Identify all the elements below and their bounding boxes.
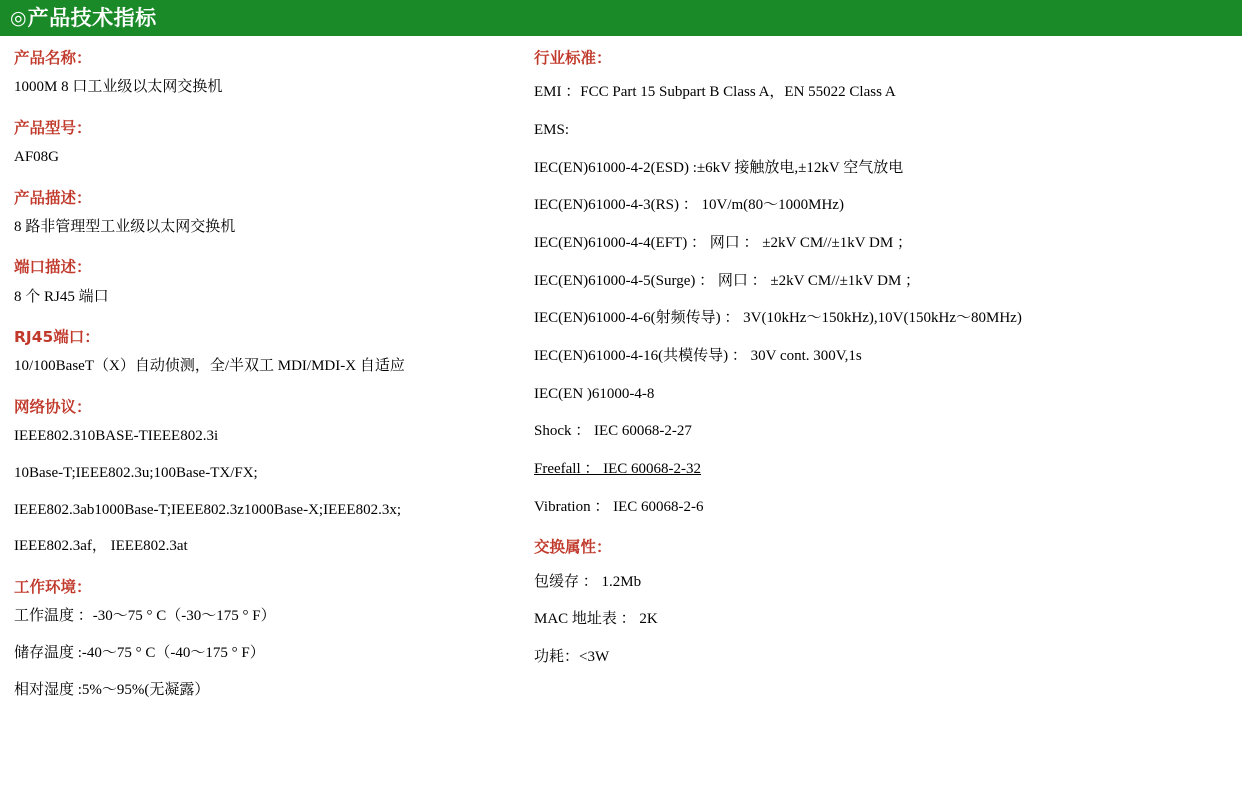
spec-columns [0,36,1242,716]
left-column [14,48,520,716]
section-line: IEC(EN)61000-4-3(RS) ： 10V/m(80～1000MHz) [534,197,844,214]
section-line: IEEE802.3af， IEEE802.3at [14,538,188,555]
section-heading: 产品型号： [14,118,92,137]
spec-section-model [14,118,510,168]
section-heading: 产品描述： [14,188,92,207]
right-column [520,48,1220,716]
section-heading: 网络协议： [14,398,92,417]
spec-section-product-name [14,48,510,98]
section-heading: RJ45端口： [14,328,100,347]
section-line: MAC 地址表 ： 2K [534,611,658,628]
section-line: Freefall ： IEC 60068-2-32 [534,461,702,478]
page-title: 产品技术指标 [27,5,157,30]
section-line: 包缓存 ： 1.2Mb [534,573,642,590]
section-line: IEC(EN)61000-4-16(共模传导) ： 30V cont. 300V,1s [534,347,862,364]
section-line: AF08G [14,148,60,165]
section-line: 储存温度 :-40～75 ° C（-40～175 ° F） [14,644,265,661]
spec-section-working-environment [14,577,510,700]
section-line: IEEE802.3ab1000Base-T;IEEE802.3z1000Base-X;IEEE802.3x; [14,501,401,518]
spec-section-network-protocol [14,397,510,557]
section-line: IEC(EN)61000-4-5(Surge) ： 网口 ： ±2kV CM//±1kV DM ； [534,272,921,289]
section-line: IEC(EN )61000-4-8 [534,385,655,402]
section-line: 功耗：<3W [534,648,610,665]
section-line: 相对湿度 :5%～95%(无凝露） [14,681,210,698]
section-line: IEC(EN)61000-4-4(EFT) ： 网口 ： ±2kV CM//±1kV DM ； [534,234,912,251]
section-line: IEEE802.310BASE-TIEEE802.3i [14,428,219,445]
spec-section-description [14,188,510,238]
section-line: 1000M 8 口工业级以太网交换机 [14,79,223,96]
section-line: IEC(EN)61000-4-2(ESD) :±6kV 接触放电,±12kV 空气放电 [534,159,904,176]
section-line: 10Base-T;IEEE802.3u;100Base-TX/FX; [14,464,258,481]
section-line: EMI ：FCC Part 15 Subpart B Class A，EN 55022 Class A [534,84,896,101]
section-line: IEC(EN)61000-4-6(射频传导) ： 3V(10kHz～150kHz),10V(150kHz～80MHz) [534,310,1022,327]
section-heading: 交换属性： [534,538,612,557]
section-heading: 产品名称： [14,49,92,67]
spec-section-switch-attributes [534,537,1220,667]
section-heading: 端口描述： [14,258,92,277]
section-line: 工作温度 ：-30～75 ° C（-30～175 ° F） [14,608,276,625]
section-line: 10/100BaseT（X）自动侦测，全/半双工 MDI/MDI-X 自适应 [14,358,405,375]
section-heading: 工作环境： [14,578,92,597]
page-header [0,0,1242,36]
spec-section-rj45-port [14,327,510,377]
header-bullet-icon: ◎ [10,7,27,29]
spec-section-industry-standard [534,48,1220,517]
section-line: Shock ： IEC 60068-2-27 [534,423,692,440]
section-line: 8 路非管理型工业级以太网交换机 [14,218,236,235]
spec-section-port-description [14,257,510,307]
section-line: 8 个 RJ45 端口 [14,288,109,305]
section-heading: 行业标准： [534,49,612,67]
section-line: EMS: [534,121,570,138]
section-line: Vibration ： IEC 60068-2-6 [534,498,704,515]
